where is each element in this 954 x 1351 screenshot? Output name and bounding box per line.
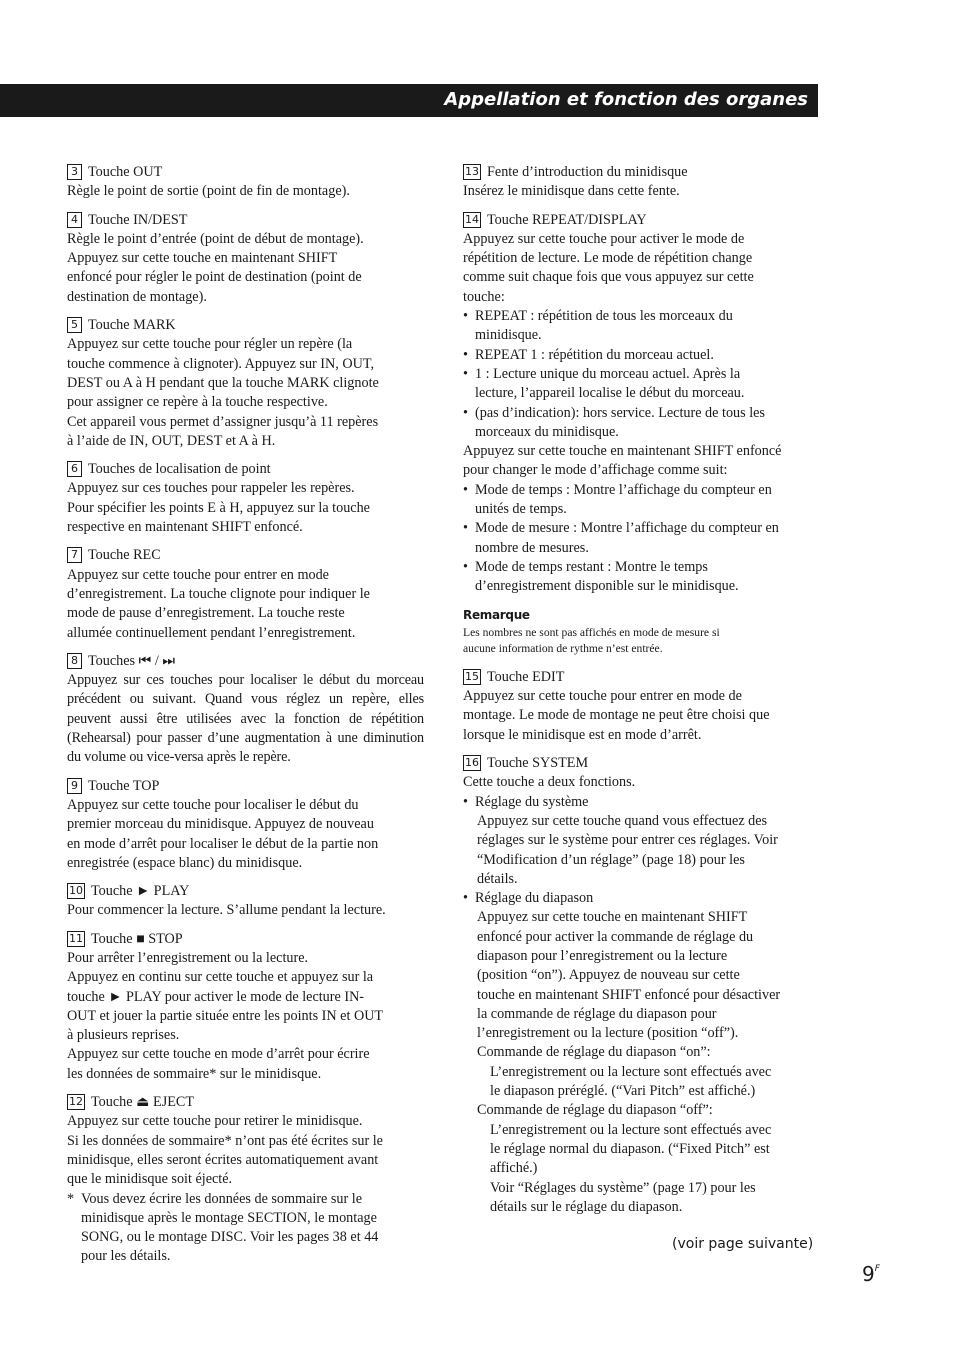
list-item (463, 558, 821, 597)
item-number: 4 (67, 212, 82, 228)
item-touche-out (67, 163, 424, 202)
item-text: enregistrée (espace blanc) du minidisque. (67, 854, 303, 871)
list-text: REPEAT 1 : répétition du morceau actuel. (475, 346, 714, 363)
item-text: destination de montage). (67, 288, 207, 305)
item-text: Cette touche a deux fonctions. (463, 774, 636, 791)
item-number: 15 (465, 669, 479, 683)
list-text: nombre de mesures. (475, 539, 589, 556)
footnote (67, 1190, 424, 1267)
item-text: réglages sur le système pour entrer ces réglages. Voir (477, 832, 778, 849)
item-text: mode de pause d’enregistrement. La touche reste (67, 605, 345, 622)
item-touche-eject (67, 1093, 424, 1267)
item-text: détails sur le réglage du diapason. (490, 1198, 683, 1215)
item-title: Touche OUT (88, 164, 163, 180)
list-text: Mode de temps : Montre l’affichage du compteur en (475, 481, 772, 498)
footnote-mark: * (67, 1190, 75, 1207)
item-text: enfoncé pour activer la commande de réglage du (477, 928, 754, 945)
item-text: le diapason préréglé. (“Vari Pitch” est affiché.) (490, 1083, 756, 1100)
item-text: affiché.) (490, 1160, 538, 1177)
item-text: Règle le point de sortie (point de fin de montage). (67, 183, 350, 200)
item-touches-localisation (67, 460, 424, 537)
item-number: 6 (67, 461, 82, 477)
item-touche-rec (67, 546, 424, 642)
item-text: Appuyez sur cette touche pour entrer en mode (67, 566, 329, 583)
item-number: 14 (465, 212, 479, 226)
remark-text: Les nombres ne sont pas affichés en mode de mesure si (463, 625, 720, 639)
bullet: • (463, 793, 468, 810)
item-text: détails. (477, 870, 518, 887)
list-item (463, 889, 821, 908)
item-text: Appuyez sur cette touche pour entrer en mode de (463, 688, 742, 705)
item-text: “Modification d’un réglage” (page 18) pour les (477, 851, 745, 868)
item-text: touche: (463, 288, 505, 305)
item-text: les données de sommaire* sur le minidisque. (67, 1065, 322, 1082)
list-text: Mode de temps restant : Montre le temps (475, 558, 708, 575)
item-number: 7 (67, 547, 82, 563)
item-title: Touche ⏏ EJECT (91, 1094, 195, 1111)
item-touche-system (463, 754, 821, 1217)
item-text: Appuyez sur cette touche pour retirer le minidisque. (67, 1113, 363, 1130)
item-text: Commande de réglage du diapason “on”: (477, 1044, 711, 1061)
bullet: • (463, 346, 468, 363)
list-item (463, 793, 821, 812)
bullet: • (463, 520, 468, 537)
item-title: Touche EDIT (487, 668, 565, 685)
list-text: lecture, l’appareil localise le début du morceau. (475, 385, 745, 402)
item-title: Touche IN/DEST (88, 211, 188, 228)
item-title: Touches ⏮ / ⏭ (88, 652, 176, 669)
item-text: Appuyez sur cette touche pour localiser le début du (67, 796, 359, 813)
item-text: touche commence à clignoter). Appuyez sur IN, OUT, (67, 355, 375, 372)
item-text: d’enregistrement. La touche clignote pour indiquer le (67, 585, 370, 602)
item-text: L’enregistrement ou la lecture sont effectués avec (490, 1063, 772, 1080)
list-text: morceaux du minidisque. (475, 423, 619, 440)
item-text: touche en maintenant SHIFT enfoncé pour désactiver (477, 986, 781, 1003)
item-text: Pour commencer la lecture. S’allume pendant la lecture. (67, 902, 386, 919)
item-number: 16 (465, 756, 479, 770)
item-fente-minidisque (463, 163, 821, 202)
item-touche-mark (67, 316, 424, 451)
item-text: l’enregistrement ou la lecture (position “off”). (477, 1025, 739, 1042)
item-text: Appuyez sur cette touche en maintenant SHIFT enfoncé (463, 443, 782, 460)
footnote-text: minidisque après le montage SECTION, le montage (81, 1209, 377, 1226)
item-text: Cet appareil vous permet d’assigner jusqu’à 11 repères (67, 413, 379, 430)
continued-note: (voir page suivante) (672, 1236, 814, 1252)
list-item (463, 365, 821, 404)
item-text: la commande de réglage du diapason pour (477, 1005, 717, 1022)
item-text: (position “on”). Appuyez de nouveau sur cette (477, 967, 740, 984)
list-item (463, 519, 821, 558)
item-number: 10 (69, 884, 83, 898)
item-text: diapason pour l’enregistrement ou la lecture (477, 947, 728, 964)
item-text: pour assigner ce repère à la touche respective. (67, 394, 328, 411)
item-touche-play (67, 882, 424, 921)
item-text: Insérez le minidisque dans cette fente. (463, 183, 680, 200)
item-title: Touche REC (88, 547, 161, 564)
item-text: respective en maintenant SHIFT enfoncé. (67, 519, 303, 536)
item-text: répétition de lecture. Le mode de répétition change (463, 250, 753, 267)
remark-text: aucune information de rythme n’est entrée. (463, 642, 663, 656)
item-text: Si les données de sommaire* n’ont pas été écrites sur le (67, 1132, 383, 1149)
bullet: • (463, 481, 468, 498)
header-bar (0, 84, 818, 117)
list-text: 1 : Lecture unique du morceau actuel. Après la (475, 365, 741, 382)
list-item (463, 307, 821, 346)
list-text: Réglage du système (475, 793, 589, 810)
item-number: 3 (67, 164, 82, 180)
item-text: touche ► PLAY pour activer le mode de lecture IN- (67, 988, 365, 1005)
item-text: le réglage normal du diapason. (“Fixed Pitch” est (490, 1140, 770, 1157)
item-text: montage. Le mode de montage ne peut être choisi que (463, 707, 770, 724)
list-text: minidisque. (475, 327, 542, 344)
right-column (463, 163, 821, 1226)
list-item (463, 481, 821, 520)
list-text: unités de temps. (475, 501, 567, 518)
item-title: Touche TOP (88, 777, 160, 794)
item-text: que le minidisque soit éjecté. (67, 1171, 233, 1188)
list-text: (pas d’indication): hors service. Lecture de tous les (475, 404, 765, 421)
item-number: 9 (67, 778, 82, 794)
item-text: à l’aide de IN, OUT, DEST et A à H. (67, 432, 276, 449)
item-touche-stop (67, 930, 424, 1084)
item-text: minidisque, elles seront écrites automatiquement avant (67, 1151, 379, 1168)
item-text: Appuyez sur cette touche en mode d’arrêt pour écrire (67, 1046, 370, 1063)
item-text: Commande de réglage du diapason “off”: (477, 1102, 713, 1119)
footnote-text: pour les détails. (81, 1248, 171, 1265)
item-text: Appuyez sur cette touche quand vous effectuez des (477, 812, 768, 829)
item-text: DEST ou A à H pendant que la touche MARK clignote (67, 374, 379, 391)
item-text: allumée continuellement pendant l’enregistrement. (67, 624, 356, 641)
remark (463, 606, 821, 658)
item-touche-repeat-display (463, 211, 821, 597)
item-title: Touche ► PLAY (91, 883, 190, 900)
page-number-suffix: F (874, 1264, 880, 1274)
item-text: Appuyez en continu sur cette touche et appuyez sur la (67, 969, 374, 986)
bullet: • (463, 308, 468, 325)
item-touche-top (67, 777, 424, 873)
bullet: • (463, 890, 468, 907)
footnote-text: SONG, ou le montage DISC. Voir les pages 38 et 44 (81, 1229, 379, 1246)
bullet: • (463, 558, 468, 575)
footnote-text: Vous devez écrire les données de sommaire sur le (81, 1190, 363, 1207)
item-title: Touche ■ STOP (91, 930, 183, 947)
item-text: Appuyez sur cette touche pour régler un repère (la (67, 336, 353, 353)
item-text: L’enregistrement ou la lecture sont effectués avec (490, 1121, 772, 1138)
item-text: lorsque le minidisque est en mode d’arrêt. (463, 726, 702, 743)
left-column (67, 163, 424, 1276)
item-text: comme suit chaque fois que vous appuyez sur cette (463, 269, 754, 286)
list-text: Réglage du diapason (475, 890, 594, 907)
item-text: pour changer le mode d’affichage comme suit: (463, 462, 728, 479)
item-text: Appuyez sur cette touche pour activer le mode de (463, 230, 745, 247)
item-text: Voir “Réglages du système” (page 17) pour les (490, 1179, 756, 1196)
item-touches-prev-next (67, 652, 424, 768)
item-text: enfoncé pour régler le point de destination (point de (67, 269, 362, 286)
page-number (862, 1262, 880, 1286)
list-text: REPEAT : répétition de tous les morceaux du (475, 308, 733, 325)
item-title: Touche REPEAT/DISPLAY (487, 211, 647, 228)
item-text: Appuyez sur ces touches pour localiser le début du morceau précédent ou suivant. Quand vous réglez un repère, elles peuvent aussi être utilisées avec la fonction de répétition (Rehearsal) pour passer d’une augmentation à une diminution du volume ou vice-versa après le repère. (67, 672, 424, 766)
item-text: Appuyez sur cette touche en maintenant SHIFT (477, 909, 748, 926)
item-text: Règle le point d’entrée (point de début de montage). (67, 230, 364, 247)
item-text: Appuyez sur cette touche en maintenant SHIFT (67, 250, 338, 267)
item-touche-in-dest (67, 211, 424, 307)
remark-title: Remarque (463, 607, 530, 622)
list-item (463, 346, 821, 365)
bullet: • (463, 404, 468, 421)
list-item (463, 404, 821, 443)
item-text: à plusieurs reprises. (67, 1027, 180, 1044)
item-text: Appuyez sur ces touches pour rappeler les repères. (67, 480, 355, 497)
list-text: d’enregistrement disponible sur le minidisque. (475, 578, 739, 595)
item-text: OUT et jouer la partie située entre les points IN et OUT (67, 1007, 384, 1024)
item-touche-edit (463, 668, 821, 745)
item-text: Pour arrêter l’enregistrement ou la lecture. (67, 949, 309, 966)
list-text: Mode de mesure : Montre l’affichage du compteur en (475, 520, 779, 537)
item-title: Touche MARK (88, 317, 176, 334)
section-title: Appellation et fonction des organes (444, 89, 808, 110)
item-number: 8 (67, 653, 82, 669)
page-number-value: 9 (862, 1262, 875, 1286)
item-text: en mode d’arrêt pour localiser le début de la partie non (67, 835, 379, 852)
item-number: 11 (69, 931, 83, 945)
item-text: Pour spécifier les points E à H, appuyez sur la touche (67, 499, 370, 516)
item-text: premier morceau du minidisque. Appuyez de nouveau (67, 816, 374, 833)
item-title: Touches de localisation de point (88, 461, 271, 478)
bullet: • (463, 365, 468, 382)
item-title: Touche SYSTEM (487, 755, 589, 772)
item-number: 5 (67, 317, 82, 333)
item-title: Fente d’introduction du minidisque (487, 164, 688, 180)
item-number: 13 (465, 165, 479, 178)
item-number: 12 (69, 1095, 83, 1109)
